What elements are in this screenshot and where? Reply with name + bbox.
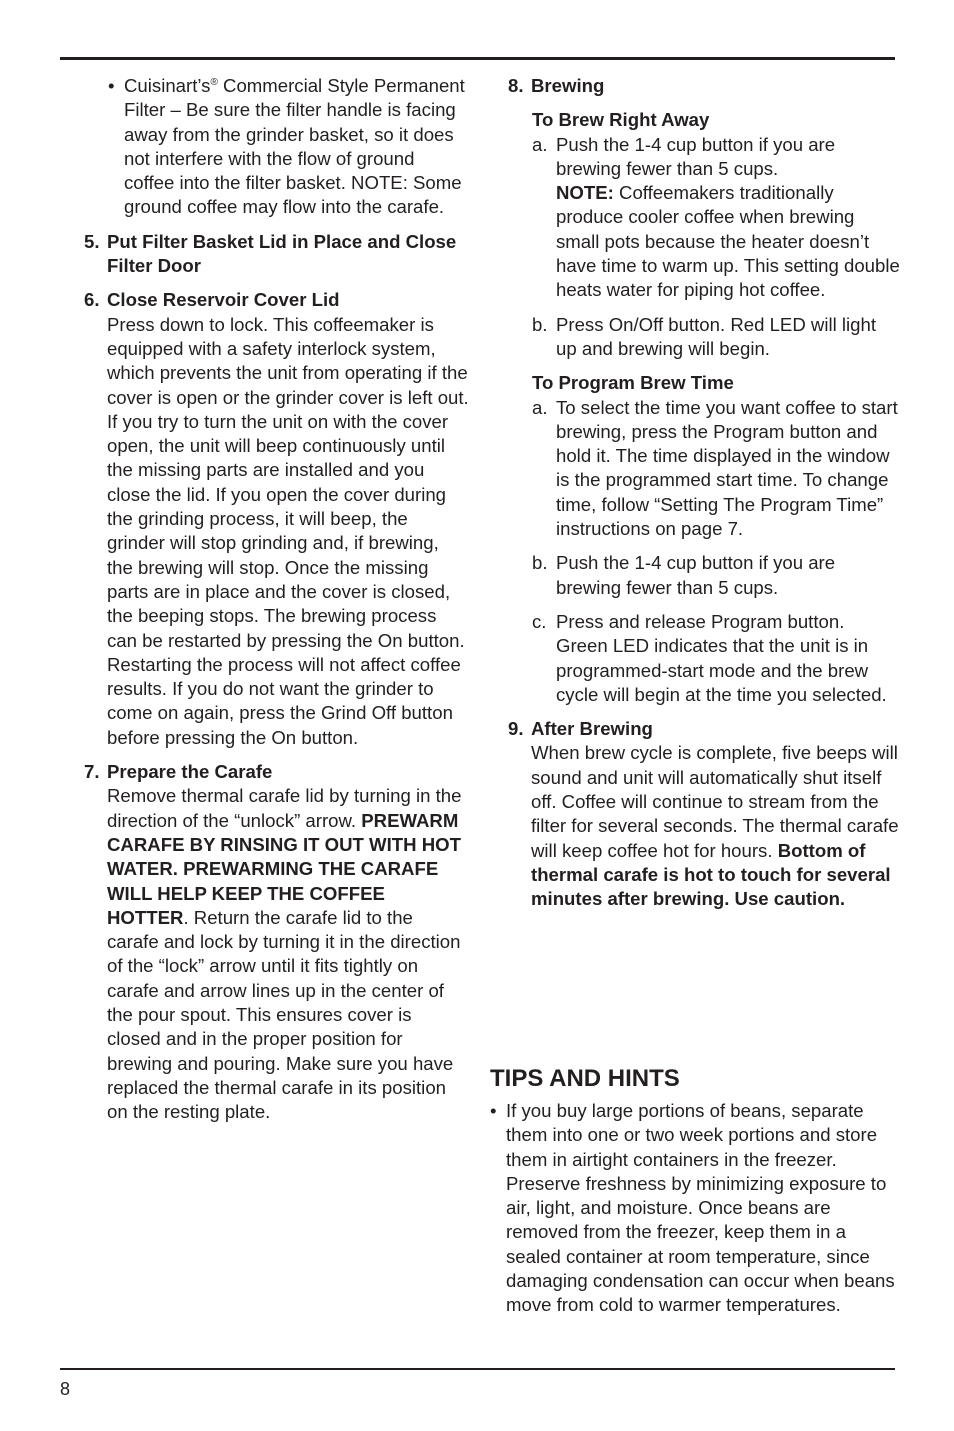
caution-warning: Bottom of thermal carafe is hot to touch for several minutes after brewing. Use caution. (531, 839, 891, 910)
program-item-b (532, 551, 900, 600)
subheading-brew-right-away: To Brew Right Away (532, 109, 710, 131)
step-6 (84, 288, 469, 750)
prewarm-warning: PREWARM CARAFE BY RINSING IT OUT WITH HOT WATER. PREWARMING THE CARAFE WILL HELP KEEP THE COFFEE HOTTER (107, 809, 461, 928)
brand-name: Cuisinart’s (124, 75, 211, 96)
step-heading: Brewing (531, 75, 605, 96)
item-letter: a. (532, 133, 548, 155)
tip-text: If you buy large portions of beans, separate them into one or two week portions and store them in airtight containers in the freezer. Preserve freshness by minimizing exposure to air, light, and moisture. Once beans are removed from the freezer, keep them in a sealed container at room temperature, since damaging condensation can occur when beans move from cold to warmer temperatures. (506, 1100, 895, 1316)
item-text: Press On/Off button. Red LED will light up and brewing will begin. (556, 313, 877, 359)
program-item-c (532, 610, 900, 707)
top-rule (60, 57, 895, 60)
step-number: 5. (84, 230, 100, 252)
subheading-program-brew-time: To Program Brew Time (532, 372, 734, 394)
bullet-text: Commercial Style Permanent Filter – Be sure the filter handle is facing away from the grinder basket, so it does not interfere with the flow of ground coffee into the filter basket. NOTE: Some ground coffee may flow into the carafe. (124, 75, 465, 218)
page-number: 8 (60, 1379, 71, 1399)
step-body: Press down to lock. This coffeemaker is equipped with a safety interlock system, which prevents the unit from operating if the cover is open or the grinder cover is left out. If you try to turn the unit on with the cover open, the unit will beep continuously until the missing parts are installed and you close the lid. If you open the cover during the grinding process, it will beep, the grinder will stop grinding and, if brewing, the brewing will stop. Once the missing parts are in place and the cover is closed, the beeping stops. The brewing process can be restarted by pressing the On button. Restarting the process will not affect coffee results. If you do not want the grinder to come on again, press the Grind Off button before pressing the On button. (107, 313, 469, 748)
program-item-a (532, 396, 900, 542)
note-label: NOTE: (556, 182, 614, 204)
step-body: Remove thermal carafe lid by turning in the direction of the “unlock” arrow. (107, 785, 462, 831)
step-number: 8. (508, 75, 524, 96)
note-text: Coffeemakers traditionally produce cooler coffee when brewing small pots because the heater doesn’t have time to warm up. This setting double heats water for piping hot coffee. (556, 182, 900, 301)
step-heading: After Brewing (531, 718, 653, 740)
bottom-rule (60, 1368, 895, 1370)
step-7 (84, 760, 469, 1124)
bullet-symbol: • (108, 75, 115, 96)
filter-bullet (84, 74, 469, 220)
item-letter: a. (532, 396, 548, 418)
step-body-continued: . Return the carafe lid to the carafe and lock by turning it in the direction of the “lock” arrow until it fits tightly on carafe and arrow lines up in the center of the pour spout. This ensures cover is closed and in the proper position for brewing and pouring. Make sure you have replaced the thermal carafe in its position on the resting plate. (107, 906, 461, 1123)
item-letter: b. (532, 552, 548, 574)
step-heading: Prepare the Carafe (107, 761, 273, 783)
item-letter: b. (532, 313, 548, 335)
step-number: 6. (84, 289, 100, 311)
item-text: Push the 1-4 cup button if you are brewing fewer than 5 cups. (556, 133, 836, 179)
right-column (508, 74, 900, 922)
item-text: Push the 1-4 cup button if you are brewing fewer than 5 cups. (556, 552, 836, 598)
step-5 (84, 230, 469, 279)
brew-now-item-a (532, 133, 900, 303)
registered-mark: ® (210, 77, 218, 88)
step-8 (508, 74, 900, 98)
item-text: To select the time you want coffee to start brewing, press the Program button and hold it. The time displayed in the window is the programmed start time. To change time, follow “Setting The Program Time” instructions on page 7. (556, 396, 898, 540)
step-heading: Put Filter Basket Lid in Place and Close Filter Door (107, 230, 457, 277)
tips-section (490, 1099, 895, 1318)
left-column (84, 74, 469, 1134)
item-text: Press and release Program button. Green LED indicates that the unit is in programmed-start mode and the brew cycle will begin at the time you selected. (556, 610, 887, 705)
step-heading: Close Reservoir Cover Lid (107, 289, 340, 311)
tip-item (490, 1099, 895, 1318)
step-number: 7. (84, 761, 100, 783)
step-number: 9. (508, 718, 524, 740)
step-9 (508, 717, 900, 911)
item-letter: c. (532, 610, 547, 632)
tips-heading: TIPS AND HINTS (490, 1065, 680, 1092)
bullet-symbol: • (490, 1100, 497, 1121)
brew-now-item-b (532, 313, 900, 362)
step-body: When brew cycle is complete, five beeps will sound and unit will automatically shut itself off. Coffee will continue to stream from the filter for several seconds. The thermal carafe will keep coffee hot for hours. (531, 742, 899, 861)
